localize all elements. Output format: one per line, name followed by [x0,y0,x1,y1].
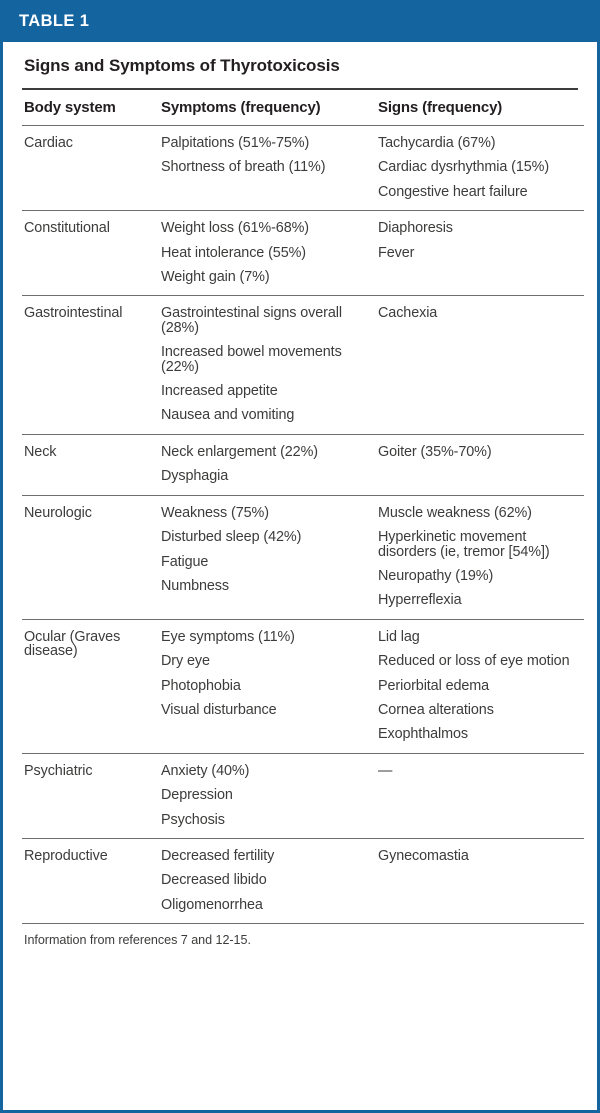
table-row [22,495,584,619]
table-row [22,434,584,495]
cell-body-system: Reproductive [22,838,159,923]
cell-line: Cornea alterations [378,701,494,718]
table-row [22,838,584,923]
table-row [22,753,584,838]
cell-symptoms [159,619,376,753]
cell-line: Periorbital edema [378,677,490,694]
cell-line: Gynecomastia [378,847,469,864]
cell-line: Diaphoresis [378,220,453,237]
cell-line: Cachexia [378,305,438,322]
cell-line: Eye symptoms (11%) [161,628,295,645]
cell-line: Decreased fertility [161,847,275,864]
table-row [22,296,584,434]
cell-line: Psychosis [161,811,225,828]
cell-body-system: Psychiatric [22,753,159,838]
cell-line: Depression [161,787,233,804]
table-footnote: Information from references 7 and 12-15. [24,933,251,948]
cell-symptoms [159,838,376,923]
table-body-rows [22,126,584,924]
cell-body-system: Gastrointestinal [22,296,159,434]
cell-line: Palpitations (51%-75%) [161,135,310,151]
table-row [22,619,584,753]
cell-line: Weight gain (7%) [161,269,270,286]
cell-symptoms [159,434,376,495]
cell-line: Increased appetite [161,383,278,400]
cell-line: Exophthalmos [378,726,468,743]
column-header-symptoms: Symptoms (frequency) [159,90,376,126]
cell-symptoms [159,126,376,211]
cell-line: Dysphagia [161,468,229,485]
table-body [3,42,597,947]
column-header-signs: Signs (frequency) [376,90,584,126]
cell-line: Goiter (35%-70%) [378,443,492,460]
cell-signs [376,619,584,753]
cell-line: Visual disturbance [161,701,277,718]
cell-line: Muscle weakness (62%) [378,504,532,521]
cell-signs [376,434,584,495]
cell-line: Lid lag [378,628,420,645]
table-row [22,211,584,296]
cell-signs [376,296,584,434]
cell-line: Tachycardia (67%) [378,135,496,151]
cell-line: Congestive heart failure [378,183,528,200]
cell-body-system: Neurologic [22,495,159,619]
cell-body-system: Neck [22,434,159,495]
column-header-body-system: Body system [22,90,159,126]
table-row [22,126,584,211]
table-header-bar [0,0,600,42]
signs-symptoms-table [22,90,584,924]
cell-line: Numbness [161,577,229,594]
cell-line: Photophobia [161,677,241,694]
cell-signs [376,126,584,211]
cell-line: Neuropathy (19%) [378,567,494,584]
cell-body-system: Ocular (Graves disease) [22,619,159,753]
cell-line: Oligomenorrhea [161,896,263,913]
cell-signs [376,838,584,923]
cell-signs [376,211,584,296]
table-title: Signs and Symptoms of Thyrotoxicosis [24,56,340,75]
cell-line: Neck enlargement (22%) [161,443,318,460]
cell-line: — [378,762,393,779]
cell-line: Hyperkinetic movement disorders (ie, tremor [54%]) [378,529,550,560]
cell-symptoms [159,753,376,838]
cell-line: Dry eye [161,653,210,670]
cell-line: Gastrointestinal signs overall (28%) [161,305,342,336]
cell-line: Decreased libido [161,872,267,889]
cell-line: Weakness (75%) [161,504,269,521]
cell-line: Hyperreflexia [378,592,462,609]
table-number-label: TABLE 1 [19,11,90,30]
cell-symptoms [159,211,376,296]
cell-line: Nausea and vomiting [161,407,295,424]
cell-line: Weight loss (61%-68%) [161,220,309,237]
cell-symptoms [159,495,376,619]
cell-line: Cardiac dysrhythmia (15%) [378,159,550,176]
table-header-row [22,90,584,126]
cell-line: Reduced or loss of eye motion [378,653,570,670]
cell-line: Increased bowel movements (22%) [161,344,342,375]
cell-line: Fatigue [161,553,209,570]
cell-signs [376,753,584,838]
cell-line: Anxiety (40%) [161,762,250,779]
cell-body-system: Cardiac [22,126,159,211]
cell-signs [376,495,584,619]
cell-line: Shortness of breath (11%) [161,159,326,176]
cell-line: Heat intolerance (55%) [161,244,306,261]
cell-line: Fever [378,244,415,261]
cell-line: Disturbed sleep (42%) [161,529,302,546]
cell-symptoms [159,296,376,434]
cell-body-system: Constitutional [22,211,159,296]
